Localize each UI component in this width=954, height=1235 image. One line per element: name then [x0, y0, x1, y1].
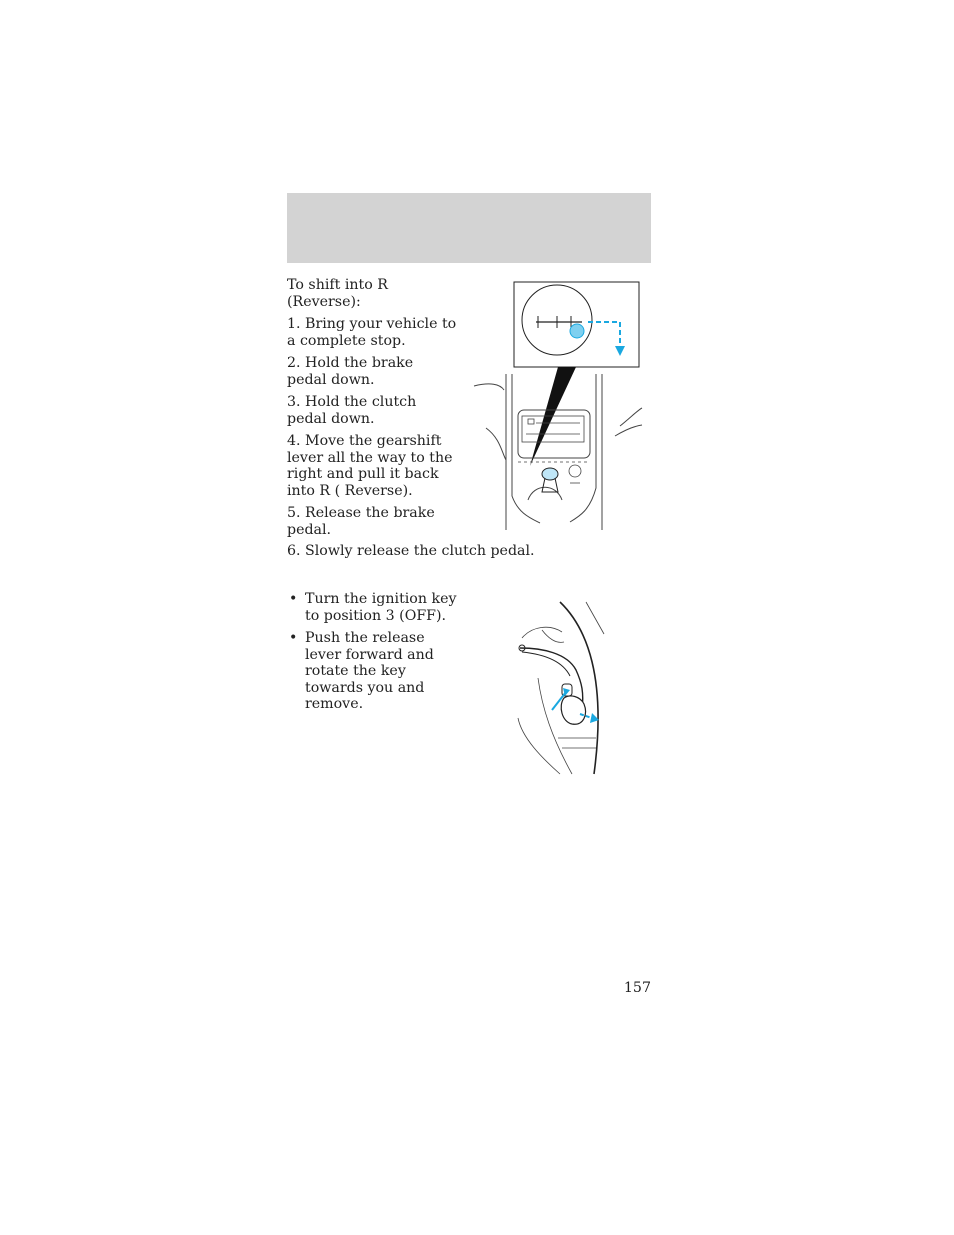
step-1: 1. Bring your vehicle to a complete stop. — [287, 316, 457, 349]
step-5: 5. Release the brake pedal. — [287, 505, 435, 538]
bullet-glyph: • — [289, 630, 298, 646]
section-header-band — [287, 193, 651, 263]
step-2: 2. Hold the brake pedal down. — [287, 355, 414, 388]
bullet-item — [287, 591, 457, 624]
ignition-key-icon — [512, 598, 612, 778]
step-6: 6. Slowly release the clutch pedal. — [287, 543, 535, 559]
page-number: 157 — [623, 980, 651, 996]
step-3: 3. Hold the clutch pedal down. — [287, 394, 417, 427]
reverse-instructions — [287, 277, 457, 544]
bullet-text: Turn the ignition key to position 3 (OFF). — [305, 591, 457, 624]
bullet-item — [287, 630, 457, 713]
bullet-glyph: • — [289, 591, 298, 607]
reverse-intro: To shift into R (Reverse): — [287, 277, 388, 310]
ignition-key-bullets — [287, 591, 457, 719]
bullet-text: Push the release lever forward and rotate the key towards you and remove. — [305, 630, 434, 712]
gearshift-pattern-icon — [470, 278, 650, 536]
step-4: 4. Move the gearshift lever all the way to the right and pull it back into R ( Reverse). — [287, 433, 453, 499]
